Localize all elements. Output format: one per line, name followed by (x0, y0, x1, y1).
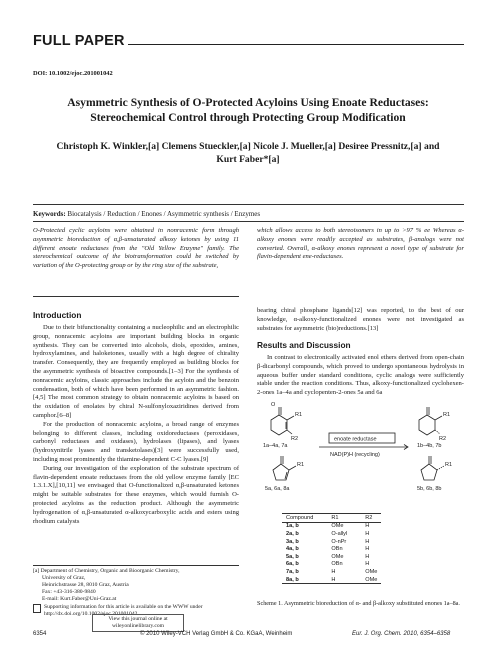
r2-cell: H (365, 553, 370, 560)
substituent-table (282, 513, 381, 584)
affil-line-3: Heinrichstrasse 28, 8010 Graz, Austria (42, 582, 129, 588)
table-row (282, 545, 381, 553)
col-header-r2: R2 (351, 514, 381, 523)
paper-title (36, 96, 460, 125)
compound-cell: 7a, b (286, 568, 299, 575)
label-top-left: 1a–4a, 7a (263, 443, 288, 449)
label-top-right: 1b–4b, 7b (417, 443, 442, 449)
results-continuation: bearing chiral phosphane ligands[12] was reported, to the best of our knowledge, α-alkoxy-functionalized enones were not investigated as substrates for asymmetric (bio)reductions.[13] (257, 307, 464, 332)
authors-line-1: Christoph K. Winkler,[a] Clemens Stueckler,[a] Nicole J. Mueller,[a] Desiree Pressnitz,[a] and (56, 141, 440, 152)
compound-cell: 6a, b (286, 561, 299, 568)
abstract-right: which allows access to both stereoisomers in up to >97 % ee Whereas α-alkoxy enones were readily accepted as substrates, β-analogs were not converted. Overall, α-alkoxy enones represent a novel type of substrate for flavin-dependent ene-reductases. (257, 227, 464, 261)
keywords-rule-top (33, 204, 464, 205)
abstract-rule (33, 296, 239, 297)
scheme-caption: Scheme 1. Asymmetric bioreduction of α- and β-alkoxy substituted enones 1a–8a. (257, 600, 460, 607)
title-line-2: Stereochemical Control through Protecting Group Modification (90, 110, 406, 124)
r1-cell: O-nPr (331, 538, 347, 545)
table-row (282, 522, 381, 530)
r2-label-top-left: R2 (291, 436, 299, 442)
table-row (282, 568, 381, 576)
affil-line-4: Fax: +43-316-380-9840 (42, 589, 96, 595)
r1-cell: O-allyl (331, 530, 348, 537)
r1-cell: OMe (331, 553, 344, 560)
table-row (282, 538, 381, 546)
label-bottom-right: 5b, 6b, 8b (417, 486, 442, 492)
intro-paragraph-3: During our investigation of the exploration of the substrate spectrum of flavin-dependent enoate reductases from the old yellow enzyme family [EC 1.3.1.X],[10,11] we envisaged that O-functionalized α,β-unsaturated ketones might be suitable substrates for these enzymes, which would furnish O-protected acyloins as the reduction product. Although the asymmetric hydrogenation of α,β-unsaturated α-alkoxycarboxylic acids and esters using rhodium catalysts (33, 464, 239, 525)
cyclopentanone-ring-bottom-right (421, 464, 437, 480)
r1-cell: OBn (331, 561, 343, 568)
compound-cell: 4a, b (286, 546, 299, 553)
keywords-text: Biocatalysis / Reduction / Enones / Asymmetric synthesis / Enzymes (67, 210, 261, 218)
r2-cell: H (365, 538, 370, 545)
document-icon (33, 604, 41, 613)
col-header-r1: R1 (317, 514, 351, 523)
r1-label-top-left: R1 (295, 412, 303, 418)
doi: DOI: 10.1002/ejoc.201001042 (33, 70, 113, 77)
cyclohexanone-ring-top-right (419, 415, 435, 435)
footnote-rule (33, 565, 239, 566)
oxygen-label-top-left: O (271, 402, 276, 408)
results-heading: Results and Discussion (257, 340, 351, 350)
header-rule (128, 44, 464, 45)
compound-cell: 5a, b (286, 553, 299, 560)
col-header-compound: Compound (282, 514, 317, 523)
page-number: 6354 (33, 631, 47, 637)
compound-cell: 2a, b (286, 530, 299, 537)
compound-cell: 1a, b (286, 523, 299, 530)
affiliation-footnote (33, 568, 239, 618)
keywords-rule-bottom (33, 221, 464, 222)
affil-line-2: University of Graz, (42, 575, 86, 581)
journal-box-line-2: wileyonlinelibrary.com (112, 623, 164, 629)
title-line-1: Asymmetric Synthesis of O-Protected Acyloins Using Enoate Reductases: (67, 96, 429, 109)
cyclohexenone-ring-top-left (271, 415, 287, 435)
table-row (282, 561, 381, 569)
r1-cell: H (317, 576, 351, 584)
r1-label-top-right: R1 (443, 412, 451, 418)
intro-paragraph-2: For the production of nonracemic acyloins, a broad range of enzymes belonging to different classes, including oxidoreductases (peroxidases, carbonyl reductases and oxidases), hydrolases (lipases), and lyases (hydroxynitrile lyases and transketolases)[3] were successfully used, including most prominently the thiamine-dependent C-C lyases.[9] (33, 420, 239, 463)
compound-cell: 8a, b (282, 576, 317, 584)
copyright: © 2010 Wiley-VCH Verlag GmbH & Co. KGaA, Weinheim (140, 631, 293, 637)
results-paragraph-1: In contrast to electronically activated enol ethers derived from open-chain β-dicarbonyl compounds, which proved to undergo spontaneous hydrolysis in aqueous buffer under standard conditions, cyclic analogs were sufficiently stable under the reaction conditions. Thus, alkoxy-functionalized cyclohexen-2-ones 1a–4a and cyclopenten-2-ones 5a and 6a (257, 354, 464, 397)
r1-cell: OMe (331, 523, 344, 530)
arrow-bottom-label: NAD(P)H (recycling) (330, 452, 380, 458)
keywords (33, 210, 260, 218)
r2-cell: OMe (351, 576, 381, 584)
journal-online-box[interactable] (92, 614, 184, 632)
authors-line-2: Kurt Faber*[a] (216, 154, 280, 165)
r2-cell: H (365, 530, 370, 537)
abstract-left: O-Protected cyclic acyloins were obtained in nonracemic form through asymmetric bioreduction of α,β-unsaturated alkoxy ketones by using 11 different enoate reductases from the "Old Yellow Enzyme" family. The stereochemical outcome of the biotransformation could be switched by variation of the O-protecting group or by the ring size of the substrate, (33, 227, 239, 270)
journal-box-line-1: View this journal online at (108, 616, 168, 622)
author-list (36, 140, 460, 166)
supporting-info-text: Supporting information for this article is available on the WWW under http://dx.doi.org/10.1002/ejoc.201001042. (44, 604, 203, 617)
table-row (282, 553, 381, 561)
r2-cell: H (365, 523, 370, 530)
r1-label-bottom-left: R1 (297, 462, 305, 468)
compound-cell: 3a, b (286, 538, 299, 545)
r1-cell: OBn (331, 546, 343, 553)
section-header: FULL PAPER (33, 33, 125, 49)
r2-cell: H (365, 546, 370, 553)
keywords-label: Keywords: (33, 210, 66, 218)
reaction-scheme (257, 402, 464, 510)
journal-citation: Eur. J. Org. Chem. 2010, 6354–6358 (352, 631, 451, 637)
r1-cell: H (331, 568, 336, 575)
r2-cell: H (365, 561, 370, 568)
affil-line-5: E-mail: Kurt.Faber@Uni-Graz.at (42, 596, 117, 602)
arrow-top-label: enoate reductase (334, 436, 377, 443)
label-bottom-left: 5a, 6a, 8a (265, 486, 290, 492)
intro-paragraph-1: Due to their bifunctionality containing a nucleophilic and an electrophilic group, nonracemic acyloins are important building blocks in organic synthesis. They can be converted into alcohols, diols, epoxides, amines, hydroxylamines, and haloketones, usually with a high degree of chirality transfer. Consequently, they are frequently employed as building blocks for the asymmetric synthesis of bioactive compounds.[1–3] For the synthesis of nonracemic acyloins, classic approaches include the acyloin and the benzoin condensation, both of which have been performed in an asymmetric fashion.[4,5] The most common strategy to obtain nonracemic acyloins is based on the oxidation of enolates by chiral N-sulfonyloxaziridines derived from camphor.[6–8] (33, 324, 239, 419)
table-body (282, 522, 381, 584)
r2-label-top-right: R2 (439, 436, 447, 442)
intro-heading: Introduction (33, 310, 82, 320)
r2-cell: OMe (365, 568, 378, 575)
table-row (282, 530, 381, 538)
affil-line-1: [a] Department of Chemistry, Organic and Bioorganic Chemistry, (33, 568, 180, 574)
intro-body (33, 324, 239, 526)
r1-label-bottom-right: R1 (445, 462, 453, 468)
table-row (282, 576, 381, 584)
